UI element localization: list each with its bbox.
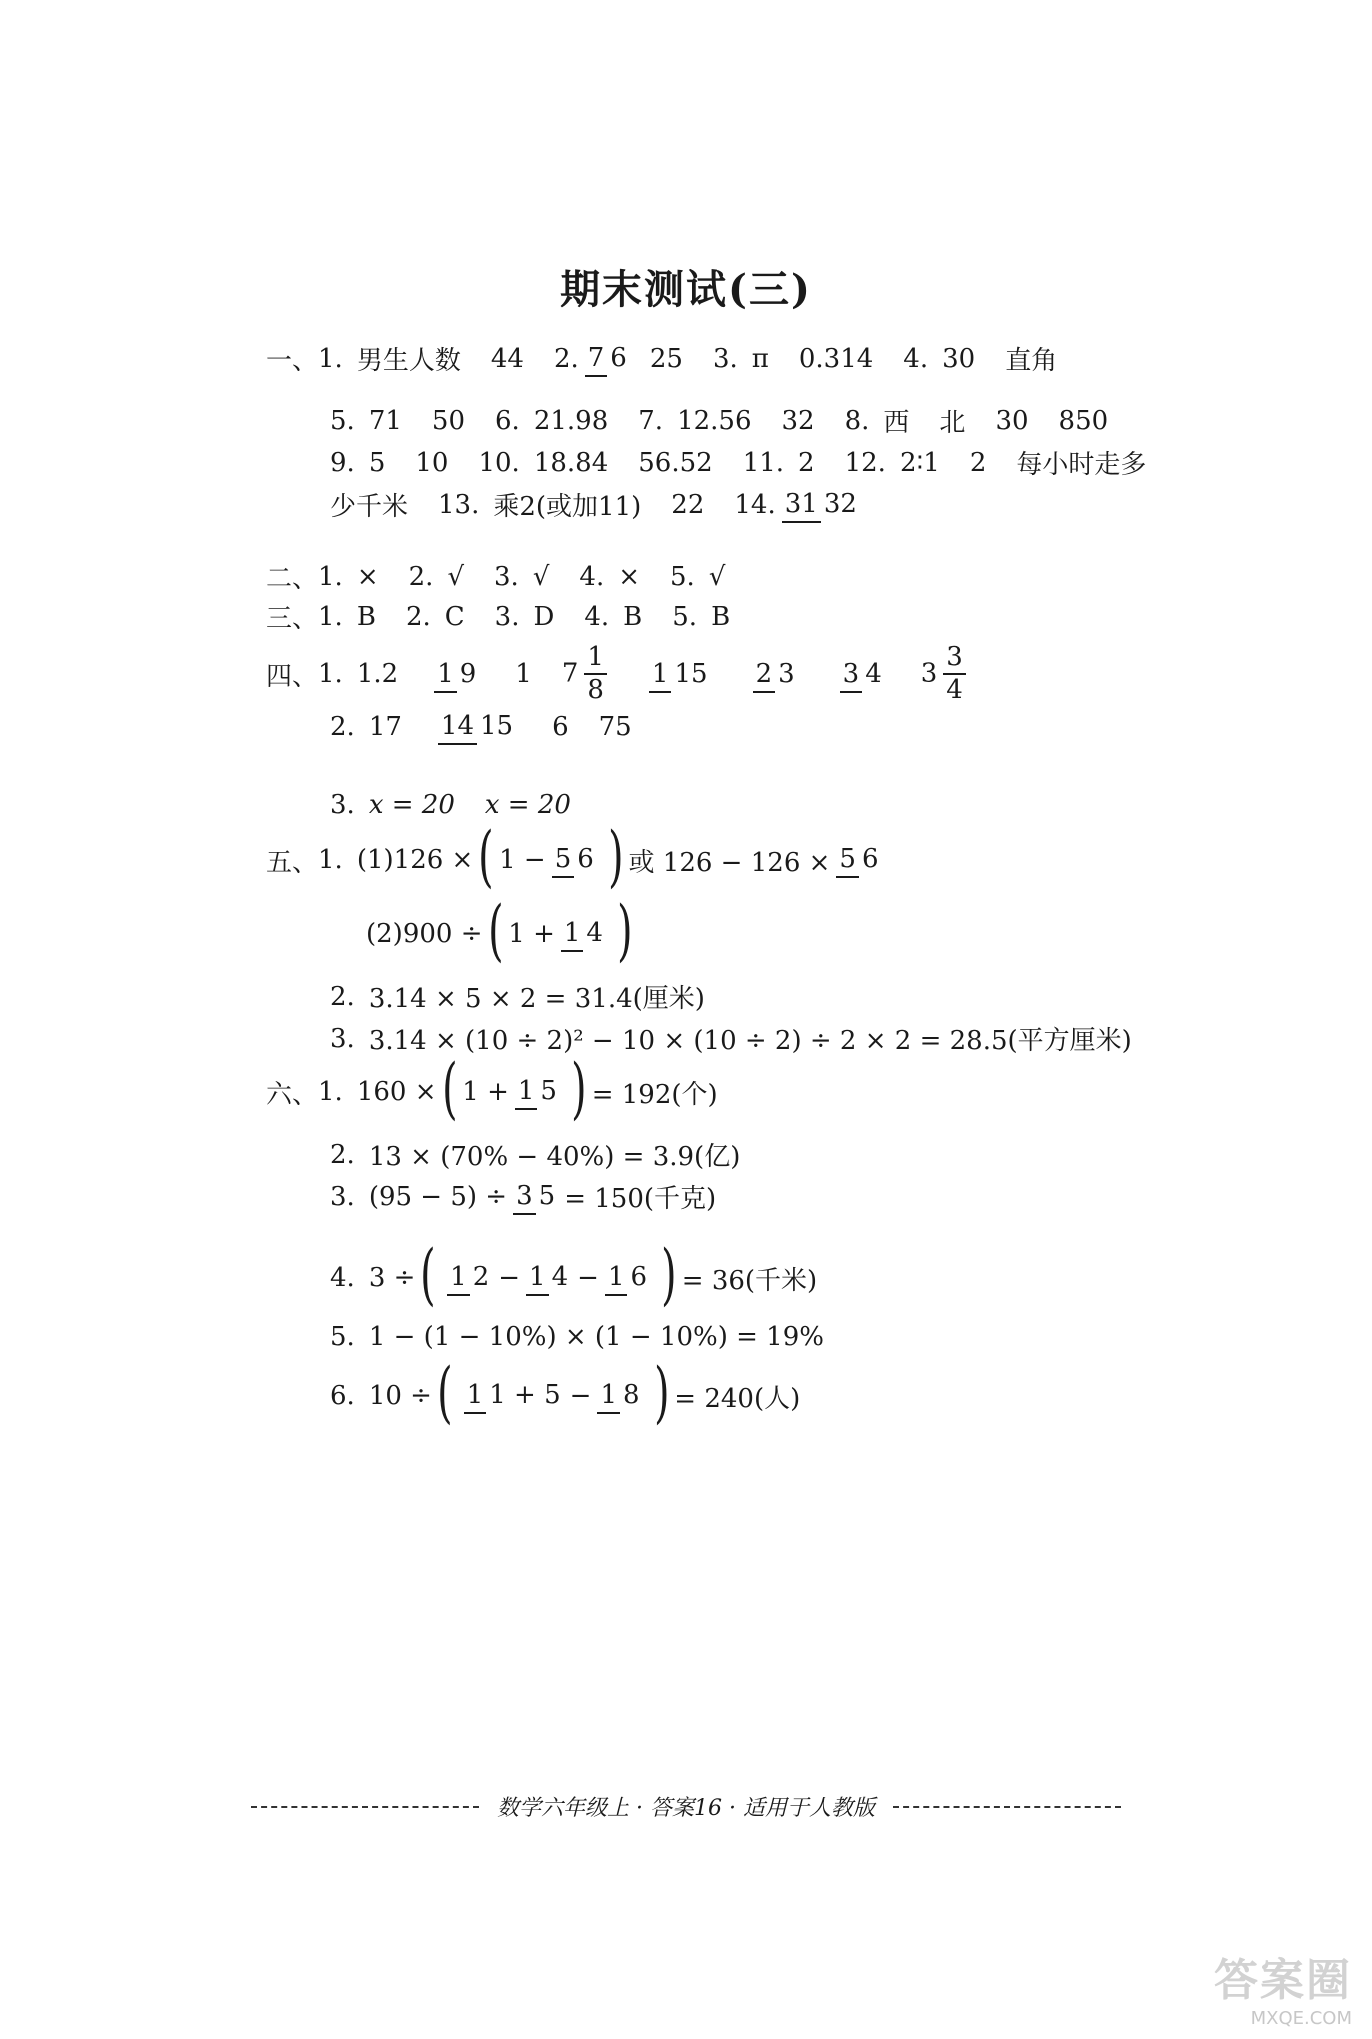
item-number: 7.	[638, 405, 664, 436]
answer: 50	[431, 405, 465, 436]
section-label: 二、	[266, 564, 319, 594]
fraction: 3 4	[840, 661, 885, 688]
answer: 2	[969, 447, 987, 478]
watermark	[1214, 1944, 1352, 2029]
fraction: 1 8	[597, 1382, 642, 1409]
answer: 2	[798, 447, 815, 478]
fraction: 1 15	[649, 661, 711, 688]
answer: 每小时走多	[1016, 450, 1147, 480]
answer: 30	[942, 343, 976, 374]
item-number: 4.	[903, 343, 929, 374]
answer: 21.98	[533, 405, 609, 436]
answer: 乘2(或加11)	[493, 492, 642, 522]
answer: π	[751, 343, 769, 374]
section-1-line-1	[266, 340, 1057, 377]
answer: 25	[649, 343, 683, 374]
answer: 西	[883, 408, 910, 438]
item-number: 2.	[553, 343, 579, 374]
item-number: 1.	[318, 343, 343, 374]
section-3: 三、 1. B 2. C 3. D 4. B 5. B	[266, 598, 730, 635]
section-4-line-2: 2. 17 14 15 6 75	[330, 712, 632, 742]
fraction: 1 4	[561, 920, 606, 947]
section-6-line-2: 2. 13 × (70% − 40%) = 3.9(亿)	[330, 1139, 741, 1172]
section-5-line-4: 3. 3.14 × (10 ÷ 2)² − 10 × (10 ÷ 2) ÷ 2 × 2 = 28.5(平方厘米)	[330, 1023, 1132, 1056]
page-footer	[0, 1791, 1372, 1822]
footer-text: 数学六年级上 · 答案16 · 适用于人教版	[497, 1796, 875, 1821]
section-1-line-2	[330, 402, 1108, 439]
page-title: 期末测试(三)	[560, 266, 812, 313]
answer: 10	[415, 447, 449, 478]
mixed-number: 3 $\frac{3}{4}$	[921, 644, 972, 705]
section-label: 一、	[266, 346, 319, 376]
answer: 少千米	[330, 492, 409, 522]
fraction: 2 3	[753, 661, 798, 688]
mixed-number: 7 $\frac{1}{8}$	[562, 644, 613, 705]
item-number: 6.	[495, 405, 520, 436]
section-6-line-6: 6. 10 ÷ ( 1 1 + 5 − 1 8 ) = 240(人)	[330, 1354, 801, 1431]
item-number: 9.	[330, 447, 355, 478]
section-label: 三、	[266, 604, 319, 634]
item-number: 8.	[844, 405, 870, 436]
section-6-line-5: 5. 1 − (1 − 10%) × (1 − 10%) = 19%	[330, 1322, 824, 1352]
fraction: 31 32	[782, 491, 860, 518]
fraction: 1 2	[447, 1264, 492, 1291]
watermark-logo: 答案圈	[1214, 1955, 1352, 2006]
item-number: 10.	[478, 447, 520, 478]
fraction: 1 6	[605, 1264, 650, 1291]
fraction: 7 6	[585, 345, 630, 372]
fraction: 14 15	[438, 713, 516, 740]
item-number: 12.	[844, 447, 886, 478]
section-label: 五、	[266, 847, 319, 878]
section-1-line-3	[330, 444, 1146, 481]
section-5-line-2: (2)900 ÷ ( 1 + 1 4 )	[366, 892, 633, 969]
section-2: 二、 1. × 2. √ 3. √ 4. × 5. √	[266, 558, 725, 595]
section-6-line-1: 六、 1. 160 × ( 1 + 1 5 ) = 192(个)	[266, 1050, 718, 1127]
item-number: 14.	[734, 489, 776, 520]
section-1-line-4	[330, 486, 866, 523]
answer: 850	[1058, 405, 1109, 436]
fraction: 1 5	[515, 1078, 560, 1105]
answer: 男生人数	[356, 346, 461, 376]
watermark-url: MXQE.COM	[1250, 2008, 1352, 2029]
fraction: 1 1 + 5	[464, 1382, 564, 1409]
answer: 30	[995, 405, 1029, 436]
answer: 直角	[1005, 346, 1058, 376]
answer: 71	[368, 405, 402, 436]
fraction: 5 6	[836, 846, 881, 873]
item-number: 3.	[712, 343, 738, 374]
answer: 2∶1	[899, 447, 940, 478]
section-6-line-4: 4. 3 ÷ ( 1 2 − 1 4 − 1 6 ) = 36(千米)	[330, 1236, 818, 1313]
item-number: 13.	[438, 489, 480, 520]
answer: 56.52	[638, 447, 713, 478]
section-5-line-1: 五、 1. (1)126 × ( 1 − 5 6 ) 或 126 − 126 × 5 6	[266, 830, 888, 890]
section-label: 六、	[266, 1079, 319, 1110]
section-5-line-3: 2. 3.14 × 5 × 2 = 31.4(厘米)	[330, 981, 705, 1014]
footer-rule-right	[893, 1806, 1121, 1808]
answer: 18.84	[533, 447, 609, 478]
answer: 32	[781, 405, 815, 436]
answer: 12.56	[677, 405, 752, 436]
item-number: 5.	[330, 405, 355, 436]
answer: 5	[368, 447, 386, 478]
answer: 44	[490, 343, 524, 374]
footer-rule-left	[251, 1806, 479, 1808]
fraction: 5 6	[552, 846, 597, 873]
fraction: 3 5	[513, 1183, 558, 1210]
answer: 22	[671, 489, 705, 520]
section-4-line-1: 四、 1. 1.2 1 9 1 7 $\frac{1}{8}$ 1 15 2 3 3 4 3 $\frac{3}{4}$	[266, 644, 972, 705]
item-number: 11.	[742, 447, 785, 478]
fraction: 1 9	[434, 661, 479, 688]
section-4-line-3: 3. x = 20 x = 20	[330, 790, 571, 820]
answer: 北	[939, 408, 966, 438]
answer: 0.314	[798, 343, 874, 374]
fraction: 1 4	[526, 1264, 571, 1291]
section-6-line-3: 3. (95 − 5) ÷ 3 5 = 150(千克)	[330, 1180, 717, 1214]
section-label: 四、	[266, 661, 319, 692]
